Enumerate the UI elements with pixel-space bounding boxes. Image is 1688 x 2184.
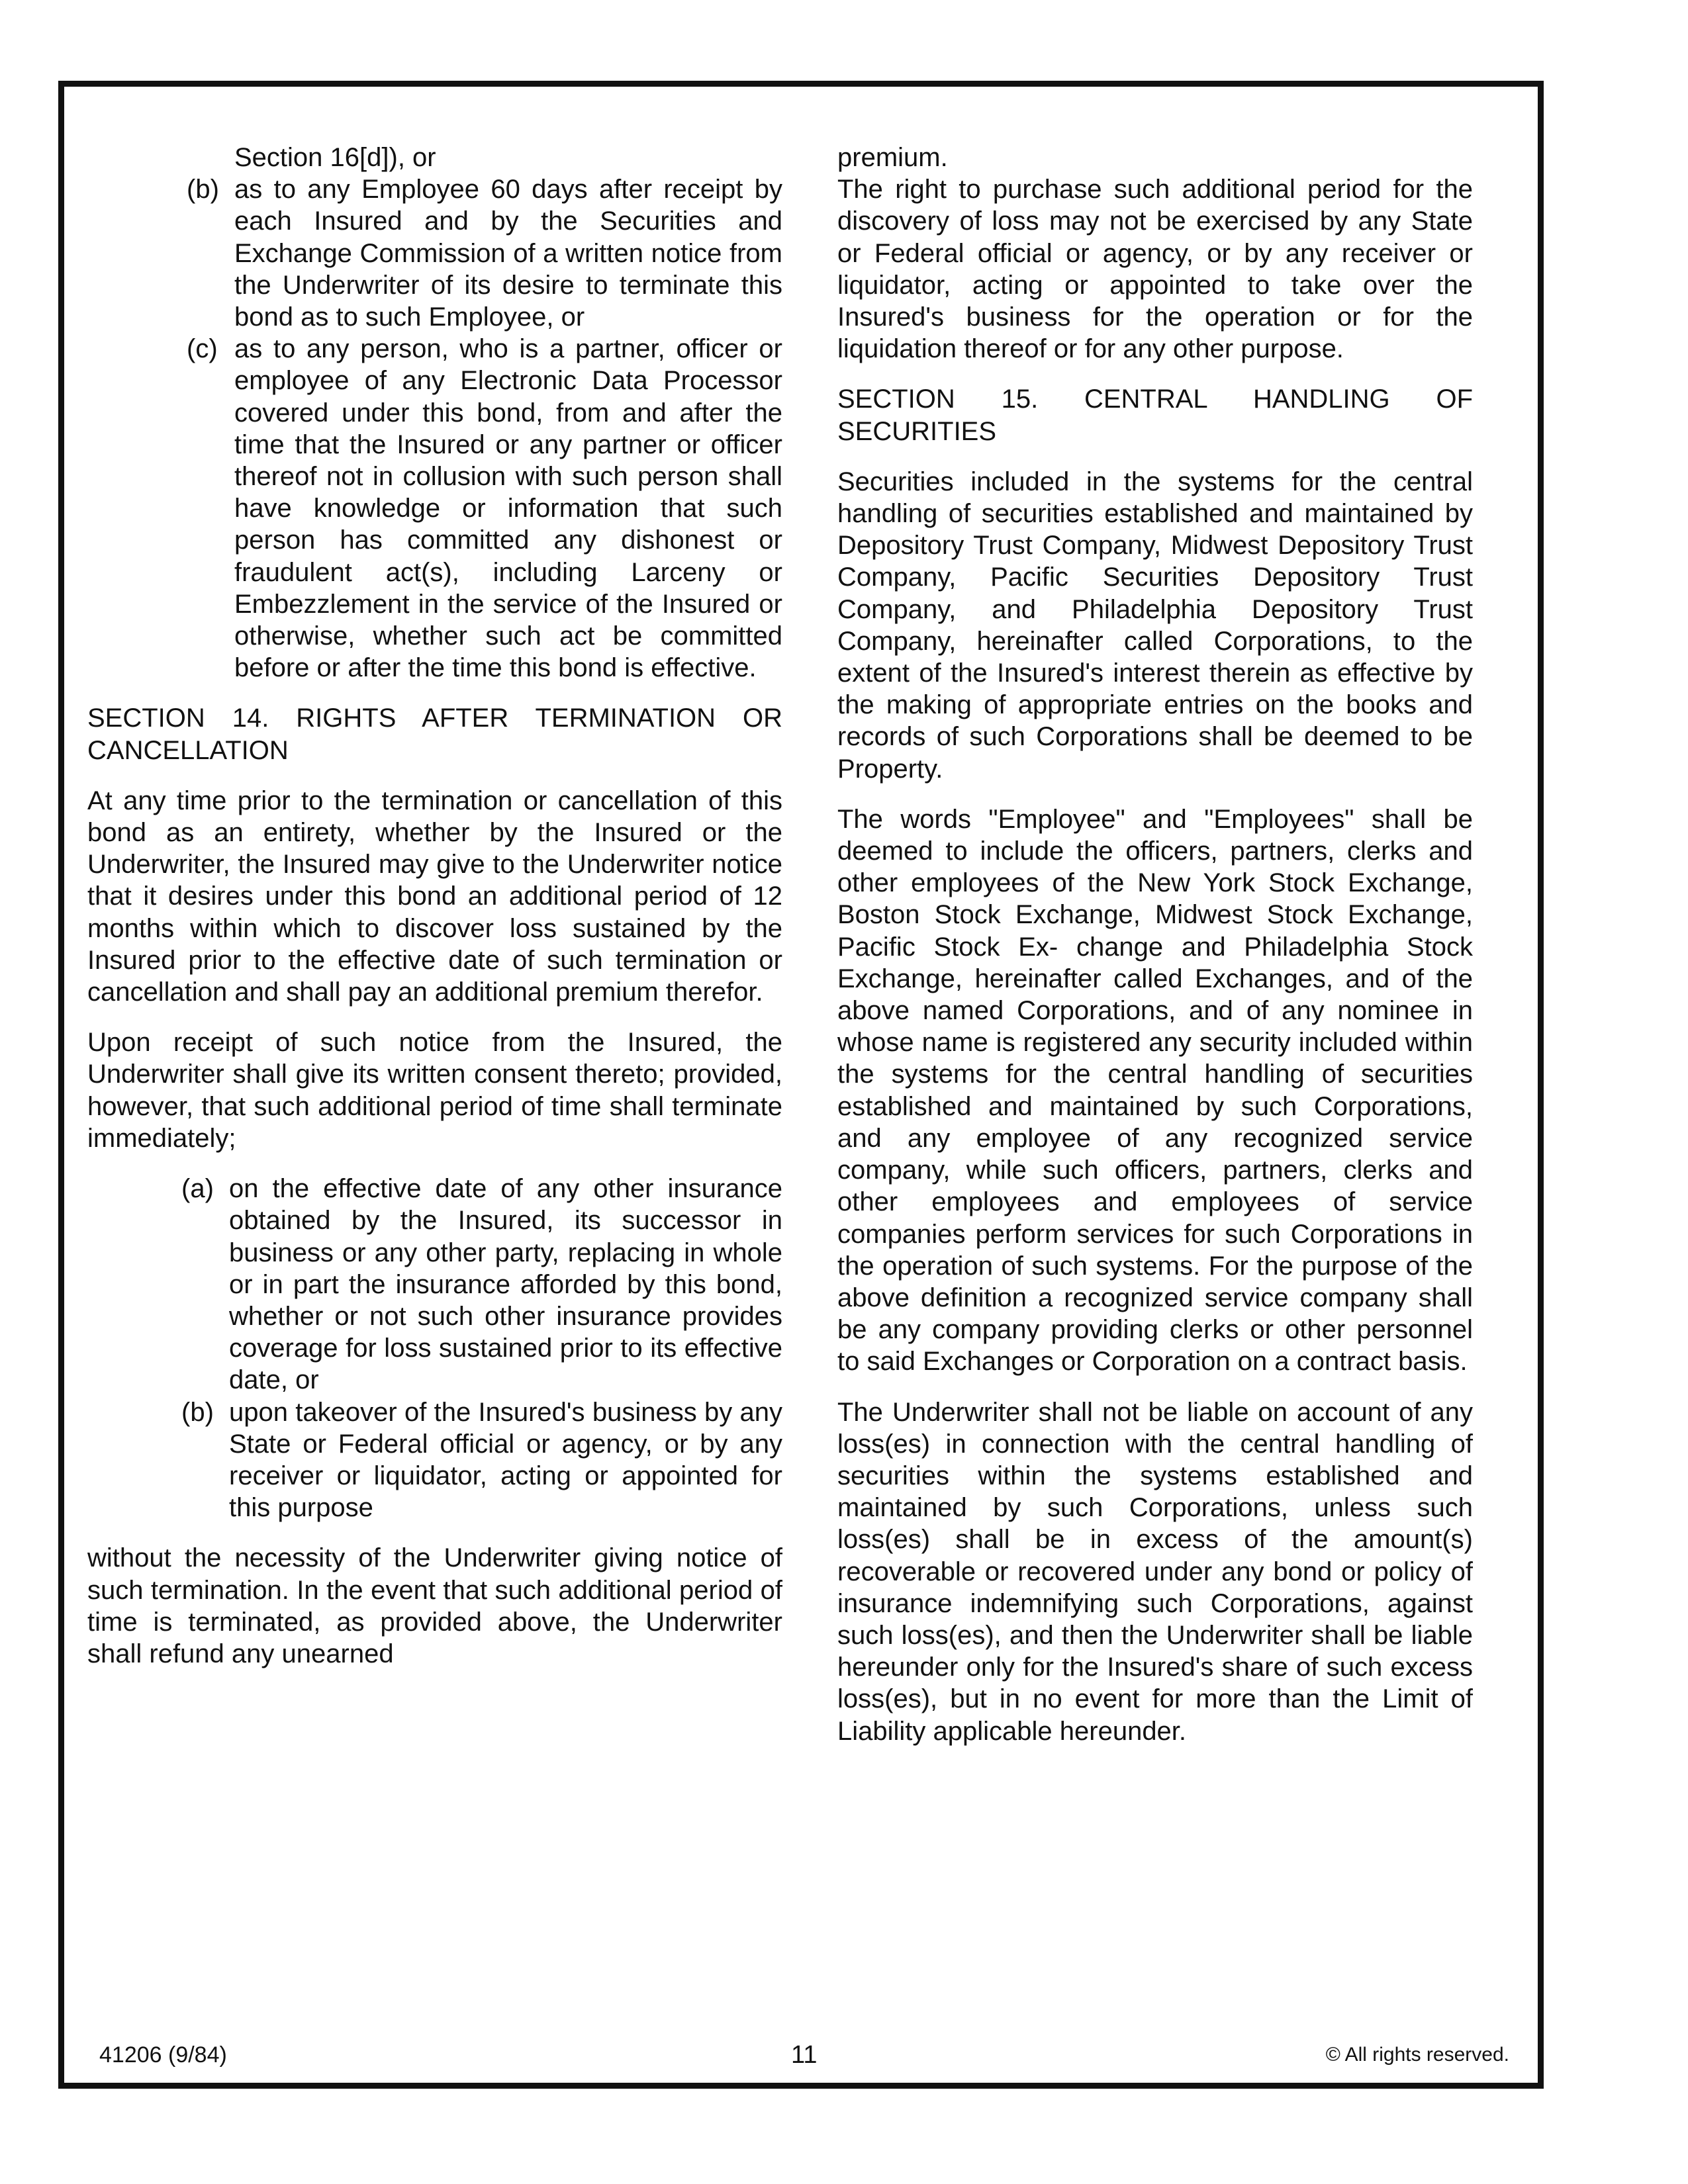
- section-14-heading: SECTION 14. RIGHTS AFTER TERMINATION OR CANCELLATION: [87, 704, 782, 765]
- section-14-paragraph-4: The right to purchase such additional period for the discovery of loss may not be exercised by any State or Federal official or agency, or by any receiver or liquidator, acting or appointed to take over the Insured's business for the operation or for the liquidation thereof or for any other purpose.: [837, 175, 1473, 364]
- list-item-c: [187, 333, 782, 684]
- list-continuation: Section 16[d]), or: [234, 143, 436, 172]
- list-item-label: (c): [187, 334, 218, 364]
- section-14-paragraph-2: Upon receipt of such notice from the Insured, the Underwriter shall give its written consent thereto; provided, however, that such additional period of time shall terminate immediately;: [87, 1028, 782, 1153]
- list-item-text: upon takeover of the Insured's business by any State or Federal official or agency, or by any receiver or liquidator, acting or appointed for this purpose: [229, 1397, 782, 1523]
- section-15-paragraph-1: Securities included in the systems for the central handling of securities established and maintained by Depository Trust Company, Midwest Depository Trust Company, Pacific Securities Depository Trust Company, and Philadelphia Depository Trust Company, hereinafter called Corporations, to the extent of the Insured's interest therein as effective by the making of appropriate entries on the books and records of such Corporations shall be deemed to be Property.: [837, 467, 1473, 784]
- takeover-list: [87, 1173, 782, 1524]
- section-15-paragraph-2: The words "Employee" and "Employees" shall be deemed to include the officers, partners, clerks and other employees of the New York Stock Exchange, Boston Stock Exchange, Midwest Stock Exchange, Pacific Stock Ex- change and Philadelphia Stock Exchange, hereinafter called Exchanges, and of the above named Corporations, and of any nominee in whose name is registered any security included within the systems for the central handling of securities established and maintained by such Corporations, and any employee of any recognized service company, while such officers, partners, clerks and other employees and employees of service companies perform services for such Corporations in the operation of such systems. For the purpose of the above definition a recognized service company shall be any company providing clerks or other personnel to said Exchanges or Corporation on a contract basis.: [837, 804, 1473, 1377]
- list-item-text: as to any Employee 60 days after receipt by each Insured and by the Securities and Exchange Commission of a written notice from the Underwriter of its desire to terminate this bond as to such Employee, or: [234, 175, 782, 332]
- left-column: [87, 142, 782, 1670]
- form-number: 41206 (9/84): [99, 2042, 227, 2068]
- right-column: [837, 142, 1473, 1747]
- list-item-text: on the effective date of any other insurance obtained by the Insured, its successor in business or any other party, replacing in whole or in part the insurance afforded by this bond, whether or not such other insurance provides coverage for loss sustained prior to its effective date, or: [229, 1174, 782, 1395]
- section-15-heading: SECTION 15. CENTRAL HANDLING OF SECURITIES: [837, 385, 1473, 446]
- list-item-label: (a): [181, 1174, 214, 1204]
- page-number: 11: [791, 2041, 818, 2069]
- list-item-a: [181, 1173, 782, 1396]
- copyright-notice: © All rights reserved.: [1325, 2044, 1509, 2066]
- list-item-b: [187, 173, 782, 333]
- list-item-b: [181, 1396, 782, 1524]
- continuation-line: premium.: [837, 143, 948, 172]
- section-14-paragraph-3: without the necessity of the Underwriter giving notice of such termination. In the event that such additional period of time is terminated, as provided above, the Underwriter shall refund any unearned: [87, 1543, 782, 1668]
- list-item-label: (b): [187, 175, 219, 205]
- section-15-paragraph-3: The Underwriter shall not be liable on account of any loss(es) in connection with the central handling of securities within the systems established and maintained by such Corporations, unless such loss(es) shall be in excess of the amount(s) recoverable or recovered under any bond or policy of insurance indemnifying such Corporations, against such loss(es), and then the Underwriter shall be liable hereunder only for the Insured's share of such excess loss(es), but in no event for more than the Limit of Liability applicable hereunder.: [837, 1397, 1473, 1746]
- section-14-paragraph-1: At any time prior to the termination or cancellation of this bond as an entirety, whether by the Insured or the Underwriter, the Insured may give to the Underwriter notice that it desires under this bond an additional period of 12 months within which to discover loss sustained by the Insured prior to the effective date of such termination or cancellation and shall pay an additional premium therefor.: [87, 786, 782, 1007]
- list-item-text: as to any person, who is a partner, officer or employee of any Electronic Data Processor covered under this bond, from and after the time that the Insured or any partner or officer thereof not in collusion with such person shall have knowledge or information that such person has committed any dishonest or fraudulent act(s), including Larceny or Embezzlement in the service of the Insured or otherwise, whether such act be committed before or after the time this bond is effective.: [234, 334, 782, 683]
- list-item-label: (b): [181, 1397, 214, 1427]
- termination-list: [87, 142, 782, 684]
